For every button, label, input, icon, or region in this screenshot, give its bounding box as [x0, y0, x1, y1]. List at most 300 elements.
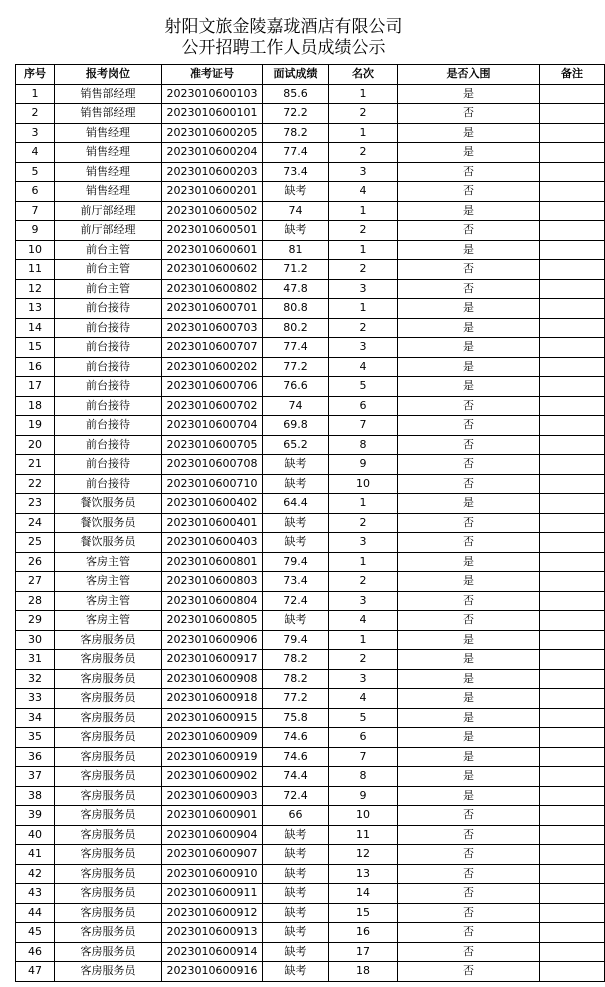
cell-interview-score: 缺考 [263, 455, 329, 475]
cell-interview-score: 79.4 [263, 552, 329, 572]
cell-interview-score: 75.8 [263, 708, 329, 728]
cell-rank: 3 [329, 669, 398, 689]
cell-seq: 46 [16, 942, 55, 962]
cell-ticket-number: 2023010600908 [162, 669, 263, 689]
cell-shortlisted: 否 [398, 513, 540, 533]
cell-seq: 37 [16, 767, 55, 787]
cell-seq: 29 [16, 611, 55, 631]
cell-shortlisted: 是 [398, 357, 540, 377]
cell-remarks [540, 903, 605, 923]
header-ticket-number: 准考证号 [162, 65, 263, 85]
cell-shortlisted: 否 [398, 903, 540, 923]
table-row [16, 962, 605, 982]
cell-ticket-number: 2023010600706 [162, 377, 263, 397]
cell-rank: 10 [329, 806, 398, 826]
table-row [16, 708, 605, 728]
cell-seq: 22 [16, 474, 55, 494]
cell-interview-score: 缺考 [263, 513, 329, 533]
cell-seq: 38 [16, 786, 55, 806]
cell-shortlisted: 否 [398, 104, 540, 124]
cell-rank: 6 [329, 396, 398, 416]
cell-ticket-number: 2023010600202 [162, 357, 263, 377]
cell-seq: 40 [16, 825, 55, 845]
cell-interview-score: 47.8 [263, 279, 329, 299]
cell-seq: 33 [16, 689, 55, 709]
cell-interview-score: 79.4 [263, 630, 329, 650]
cell-remarks [540, 747, 605, 767]
cell-position: 客房服务员 [55, 923, 162, 943]
cell-rank: 4 [329, 611, 398, 631]
cell-position: 前台接待 [55, 299, 162, 319]
table-row [16, 669, 605, 689]
cell-ticket-number: 2023010600705 [162, 435, 263, 455]
cell-position: 前台接待 [55, 455, 162, 475]
cell-position: 销售经理 [55, 123, 162, 143]
cell-rank: 4 [329, 182, 398, 202]
table-row [16, 689, 605, 709]
cell-interview-score: 85.6 [263, 84, 329, 104]
cell-seq: 20 [16, 435, 55, 455]
cell-ticket-number: 2023010600401 [162, 513, 263, 533]
cell-ticket-number: 2023010600909 [162, 728, 263, 748]
cell-position: 客房服务员 [55, 786, 162, 806]
cell-remarks [540, 260, 605, 280]
cell-interview-score: 80.8 [263, 299, 329, 319]
cell-interview-score: 76.6 [263, 377, 329, 397]
table-row [16, 864, 605, 884]
header-interview-score: 面试成绩 [263, 65, 329, 85]
table-row [16, 552, 605, 572]
table-row [16, 845, 605, 865]
cell-remarks [540, 240, 605, 260]
cell-shortlisted: 是 [398, 689, 540, 709]
cell-interview-score: 缺考 [263, 221, 329, 241]
cell-shortlisted: 否 [398, 806, 540, 826]
cell-shortlisted: 是 [398, 201, 540, 221]
cell-position: 销售经理 [55, 143, 162, 163]
table-row [16, 494, 605, 514]
cell-position: 客房服务员 [55, 650, 162, 670]
cell-position: 前台主管 [55, 240, 162, 260]
cell-remarks [540, 299, 605, 319]
cell-rank: 5 [329, 377, 398, 397]
table-row [16, 318, 605, 338]
cell-ticket-number: 2023010600707 [162, 338, 263, 358]
cell-position: 前台接待 [55, 357, 162, 377]
cell-shortlisted: 是 [398, 123, 540, 143]
cell-interview-score: 77.2 [263, 689, 329, 709]
cell-seq: 2 [16, 104, 55, 124]
cell-seq: 4 [16, 143, 55, 163]
table-row [16, 884, 605, 904]
cell-shortlisted: 是 [398, 630, 540, 650]
cell-remarks [540, 786, 605, 806]
cell-seq: 34 [16, 708, 55, 728]
cell-seq: 43 [16, 884, 55, 904]
table-row [16, 474, 605, 494]
cell-seq: 35 [16, 728, 55, 748]
cell-remarks [540, 864, 605, 884]
cell-seq: 47 [16, 962, 55, 982]
cell-interview-score: 78.2 [263, 650, 329, 670]
cell-ticket-number: 2023010600601 [162, 240, 263, 260]
cell-shortlisted: 否 [398, 162, 540, 182]
cell-shortlisted: 否 [398, 279, 540, 299]
cell-position: 客房服务员 [55, 630, 162, 650]
cell-remarks [540, 923, 605, 943]
cell-shortlisted: 否 [398, 962, 540, 982]
cell-shortlisted: 否 [398, 864, 540, 884]
cell-shortlisted: 否 [398, 455, 540, 475]
cell-rank: 17 [329, 942, 398, 962]
cell-ticket-number: 2023010600103 [162, 84, 263, 104]
cell-position: 销售经理 [55, 182, 162, 202]
cell-rank: 1 [329, 123, 398, 143]
cell-position: 餐饮服务员 [55, 494, 162, 514]
cell-shortlisted: 否 [398, 474, 540, 494]
header-position: 报考岗位 [55, 65, 162, 85]
cell-rank: 2 [329, 318, 398, 338]
cell-interview-score: 73.4 [263, 572, 329, 592]
cell-seq: 39 [16, 806, 55, 826]
table-row [16, 747, 605, 767]
cell-remarks [540, 123, 605, 143]
cell-shortlisted: 是 [398, 708, 540, 728]
cell-position: 客房服务员 [55, 669, 162, 689]
table-row [16, 533, 605, 553]
cell-shortlisted: 是 [398, 143, 540, 163]
cell-remarks [540, 182, 605, 202]
cell-ticket-number: 2023010600602 [162, 260, 263, 280]
cell-shortlisted: 否 [398, 591, 540, 611]
cell-rank: 3 [329, 338, 398, 358]
cell-interview-score: 69.8 [263, 416, 329, 436]
cell-shortlisted: 是 [398, 786, 540, 806]
cell-rank: 2 [329, 143, 398, 163]
cell-remarks [540, 279, 605, 299]
table-row [16, 416, 605, 436]
cell-position: 前台接待 [55, 377, 162, 397]
cell-interview-score: 74.6 [263, 728, 329, 748]
cell-seq: 11 [16, 260, 55, 280]
cell-shortlisted: 是 [398, 552, 540, 572]
cell-ticket-number: 2023010600701 [162, 299, 263, 319]
cell-shortlisted: 是 [398, 338, 540, 358]
cell-seq: 41 [16, 845, 55, 865]
cell-rank: 1 [329, 201, 398, 221]
cell-remarks [540, 689, 605, 709]
cell-seq: 7 [16, 201, 55, 221]
cell-remarks [540, 591, 605, 611]
cell-shortlisted: 否 [398, 533, 540, 553]
cell-seq: 14 [16, 318, 55, 338]
cell-rank: 1 [329, 299, 398, 319]
cell-position: 客房服务员 [55, 864, 162, 884]
cell-ticket-number: 2023010600702 [162, 396, 263, 416]
cell-seq: 31 [16, 650, 55, 670]
cell-ticket-number: 2023010600403 [162, 533, 263, 553]
cell-remarks [540, 455, 605, 475]
table-row [16, 221, 605, 241]
cell-rank: 2 [329, 513, 398, 533]
cell-shortlisted: 否 [398, 923, 540, 943]
table-row [16, 572, 605, 592]
cell-remarks [540, 962, 605, 982]
cell-rank: 9 [329, 786, 398, 806]
cell-rank: 13 [329, 864, 398, 884]
table-row [16, 786, 605, 806]
cell-seq: 15 [16, 338, 55, 358]
cell-remarks [540, 416, 605, 436]
cell-position: 客房服务员 [55, 825, 162, 845]
cell-position: 销售部经理 [55, 104, 162, 124]
cell-remarks [540, 221, 605, 241]
cell-interview-score: 缺考 [263, 903, 329, 923]
cell-seq: 10 [16, 240, 55, 260]
table-row [16, 123, 605, 143]
cell-interview-score: 77.4 [263, 338, 329, 358]
table-row [16, 435, 605, 455]
cell-interview-score: 74 [263, 201, 329, 221]
table-body [16, 84, 605, 981]
cell-rank: 2 [329, 221, 398, 241]
cell-position: 客房服务员 [55, 747, 162, 767]
header-rank: 名次 [329, 65, 398, 85]
cell-interview-score: 缺考 [263, 884, 329, 904]
cell-seq: 32 [16, 669, 55, 689]
cell-ticket-number: 2023010600917 [162, 650, 263, 670]
cell-interview-score: 缺考 [263, 533, 329, 553]
cell-rank: 7 [329, 747, 398, 767]
cell-seq: 25 [16, 533, 55, 553]
cell-rank: 11 [329, 825, 398, 845]
table-row [16, 513, 605, 533]
cell-interview-score: 65.2 [263, 435, 329, 455]
cell-seq: 30 [16, 630, 55, 650]
cell-seq: 44 [16, 903, 55, 923]
cell-position: 餐饮服务员 [55, 513, 162, 533]
cell-remarks [540, 728, 605, 748]
cell-position: 客房服务员 [55, 962, 162, 982]
cell-interview-score: 缺考 [263, 962, 329, 982]
cell-rank: 8 [329, 767, 398, 787]
cell-ticket-number: 2023010600907 [162, 845, 263, 865]
cell-ticket-number: 2023010600901 [162, 806, 263, 826]
cell-ticket-number: 2023010600916 [162, 962, 263, 982]
cell-rank: 1 [329, 84, 398, 104]
cell-position: 客房主管 [55, 552, 162, 572]
cell-ticket-number: 2023010600914 [162, 942, 263, 962]
cell-ticket-number: 2023010600804 [162, 591, 263, 611]
cell-position: 前厅部经理 [55, 201, 162, 221]
table-row [16, 591, 605, 611]
cell-position: 客房服务员 [55, 942, 162, 962]
cell-ticket-number: 2023010600912 [162, 903, 263, 923]
cell-remarks [540, 845, 605, 865]
table-row [16, 396, 605, 416]
cell-rank: 1 [329, 552, 398, 572]
table-row [16, 923, 605, 943]
cell-position: 销售部经理 [55, 84, 162, 104]
cell-position: 餐饮服务员 [55, 533, 162, 553]
table-row [16, 357, 605, 377]
cell-rank: 12 [329, 845, 398, 865]
cell-ticket-number: 2023010600703 [162, 318, 263, 338]
cell-ticket-number: 2023010600805 [162, 611, 263, 631]
table-row [16, 455, 605, 475]
cell-rank: 2 [329, 650, 398, 670]
cell-seq: 45 [16, 923, 55, 943]
cell-rank: 4 [329, 689, 398, 709]
cell-rank: 14 [329, 884, 398, 904]
cell-remarks [540, 435, 605, 455]
header-shortlisted: 是否入围 [398, 65, 540, 85]
cell-interview-score: 66 [263, 806, 329, 826]
table-row [16, 104, 605, 124]
cell-remarks [540, 611, 605, 631]
cell-interview-score: 73.4 [263, 162, 329, 182]
cell-remarks [540, 474, 605, 494]
cell-interview-score: 缺考 [263, 864, 329, 884]
cell-interview-score: 72.4 [263, 591, 329, 611]
cell-position: 客房服务员 [55, 806, 162, 826]
cell-remarks [540, 708, 605, 728]
cell-seq: 42 [16, 864, 55, 884]
cell-shortlisted: 是 [398, 650, 540, 670]
cell-remarks [540, 104, 605, 124]
table-row [16, 84, 605, 104]
cell-ticket-number: 2023010600803 [162, 572, 263, 592]
cell-shortlisted: 否 [398, 221, 540, 241]
cell-ticket-number: 2023010600501 [162, 221, 263, 241]
cell-ticket-number: 2023010600903 [162, 786, 263, 806]
cell-ticket-number: 2023010600904 [162, 825, 263, 845]
cell-rank: 18 [329, 962, 398, 982]
cell-position: 销售经理 [55, 162, 162, 182]
cell-rank: 1 [329, 630, 398, 650]
cell-ticket-number: 2023010600205 [162, 123, 263, 143]
cell-interview-score: 77.2 [263, 357, 329, 377]
cell-shortlisted: 是 [398, 728, 540, 748]
table-row [16, 201, 605, 221]
cell-ticket-number: 2023010600204 [162, 143, 263, 163]
cell-rank: 3 [329, 533, 398, 553]
cell-rank: 9 [329, 455, 398, 475]
cell-position: 客房服务员 [55, 708, 162, 728]
cell-remarks [540, 630, 605, 650]
cell-shortlisted: 是 [398, 669, 540, 689]
cell-position: 客房主管 [55, 572, 162, 592]
cell-shortlisted: 是 [398, 84, 540, 104]
cell-position: 前台主管 [55, 279, 162, 299]
cell-ticket-number: 2023010600919 [162, 747, 263, 767]
table-row [16, 611, 605, 631]
cell-rank: 10 [329, 474, 398, 494]
table-row [16, 650, 605, 670]
cell-interview-score: 64.4 [263, 494, 329, 514]
cell-remarks [540, 942, 605, 962]
cell-shortlisted: 否 [398, 260, 540, 280]
cell-rank: 2 [329, 260, 398, 280]
cell-interview-score: 缺考 [263, 474, 329, 494]
cell-interview-score: 72.2 [263, 104, 329, 124]
table-row [16, 279, 605, 299]
cell-rank: 5 [329, 708, 398, 728]
cell-position: 客房服务员 [55, 845, 162, 865]
cell-shortlisted: 否 [398, 416, 540, 436]
cell-position: 客房服务员 [55, 689, 162, 709]
cell-interview-score: 77.4 [263, 143, 329, 163]
cell-rank: 8 [329, 435, 398, 455]
cell-shortlisted: 是 [398, 747, 540, 767]
header-remarks: 备注 [540, 65, 605, 85]
cell-position: 前台接待 [55, 435, 162, 455]
cell-seq: 19 [16, 416, 55, 436]
cell-ticket-number: 2023010600802 [162, 279, 263, 299]
cell-remarks [540, 143, 605, 163]
cell-remarks [540, 669, 605, 689]
cell-seq: 26 [16, 552, 55, 572]
cell-ticket-number: 2023010600708 [162, 455, 263, 475]
cell-shortlisted: 是 [398, 767, 540, 787]
cell-seq: 5 [16, 162, 55, 182]
cell-shortlisted: 否 [398, 396, 540, 416]
cell-interview-score: 缺考 [263, 611, 329, 631]
cell-shortlisted: 是 [398, 299, 540, 319]
cell-ticket-number: 2023010600201 [162, 182, 263, 202]
cell-seq: 6 [16, 182, 55, 202]
cell-position: 客房服务员 [55, 903, 162, 923]
cell-remarks [540, 825, 605, 845]
cell-seq: 3 [16, 123, 55, 143]
cell-interview-score: 缺考 [263, 182, 329, 202]
cell-seq: 23 [16, 494, 55, 514]
cell-rank: 3 [329, 591, 398, 611]
cell-position: 前台接待 [55, 396, 162, 416]
cell-rank: 6 [329, 728, 398, 748]
cell-ticket-number: 2023010600502 [162, 201, 263, 221]
cell-ticket-number: 2023010600801 [162, 552, 263, 572]
cell-seq: 21 [16, 455, 55, 475]
cell-shortlisted: 否 [398, 825, 540, 845]
cell-remarks [540, 650, 605, 670]
cell-seq: 17 [16, 377, 55, 397]
cell-ticket-number: 2023010600203 [162, 162, 263, 182]
cell-rank: 7 [329, 416, 398, 436]
cell-shortlisted: 是 [398, 572, 540, 592]
page-subtitle: 公开招聘工作人员成绩公示 [181, 38, 386, 58]
table-row [16, 825, 605, 845]
table-row [16, 143, 605, 163]
cell-shortlisted: 是 [398, 494, 540, 514]
cell-interview-score: 缺考 [263, 825, 329, 845]
cell-shortlisted: 是 [398, 377, 540, 397]
cell-remarks [540, 533, 605, 553]
cell-ticket-number: 2023010600910 [162, 864, 263, 884]
cell-interview-score: 74.4 [263, 767, 329, 787]
cell-remarks [540, 357, 605, 377]
cell-ticket-number: 2023010600915 [162, 708, 263, 728]
cell-rank: 16 [329, 923, 398, 943]
cell-position: 前台主管 [55, 260, 162, 280]
cell-shortlisted: 否 [398, 884, 540, 904]
cell-position: 客房主管 [55, 591, 162, 611]
cell-remarks [540, 552, 605, 572]
cell-interview-score: 72.4 [263, 786, 329, 806]
table-row [16, 767, 605, 787]
cell-shortlisted: 否 [398, 435, 540, 455]
cell-position: 前台接待 [55, 474, 162, 494]
